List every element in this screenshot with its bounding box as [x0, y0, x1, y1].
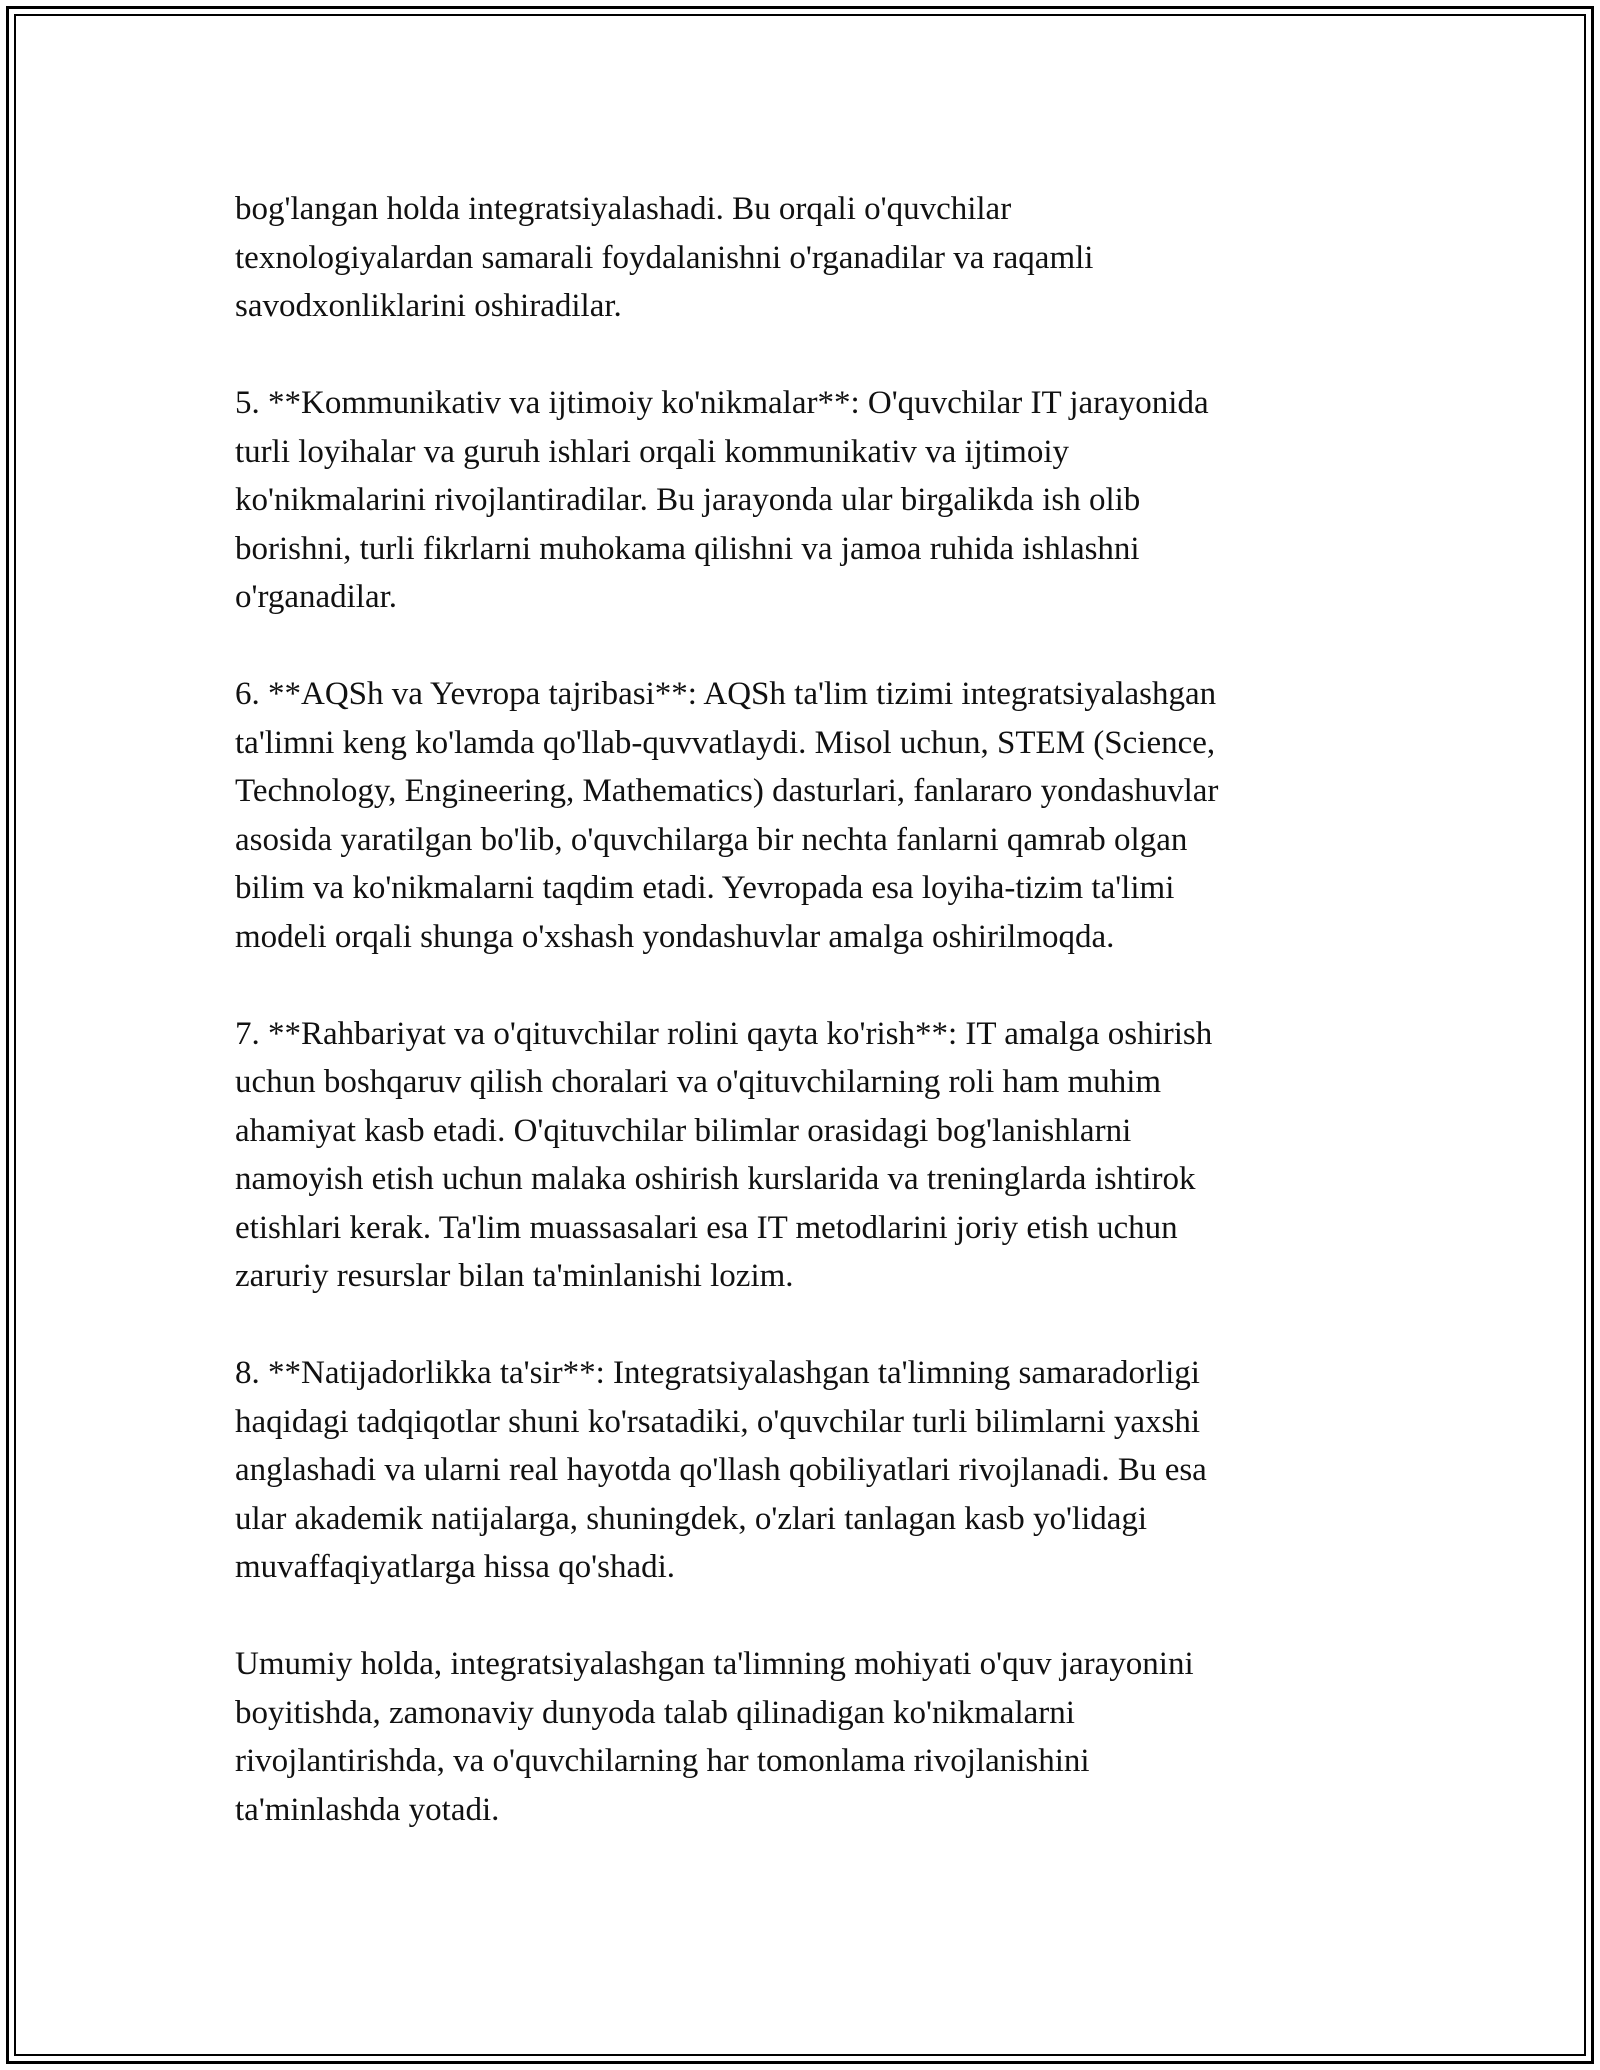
paragraph-continuation: bog'langan holda integratsiyalashadi. Bu orqali o'quvchilar texnologiyalardan samarali foydalanishni o'rganadilar va raqamli savodxonliklarini oshiradilar.: [235, 191, 1094, 324]
paragraph-item-5: 5. **Kommunikativ va ijtimoiy ko'nikmalar**: O'quvchilar IT jarayonida turli loyihalar va guruh ishlari orqali kommunikativ va ijtimoiy ko'nikmalarini rivojlantiradilar. Bu jarayonda ular birgalikda ish olib borishni, turli fikrlarni muhokama qilishni va jamoa ruhida ishlashni o'rganadilar.: [235, 385, 1209, 615]
document-body: [235, 185, 1375, 1834]
paragraph-item-8: 8. **Natijadorlikka ta'sir**: Integratsiyalashgan ta'limning samaradorligi haqidagi tadqiqotlar shuni ko'rsatadiki, o'quvchilar turli bilimlarni yaxshi anglashadi va ularni real hayotda qo'llash qobiliyatlari rivojlanadi. Bu esa ular akademik natijalarga, shuningdek, o'zlari tanlagan kasb yo'lidagi muvaffaqiyatlarga hissa qo'shadi.: [235, 1355, 1207, 1585]
paragraph-item-7: 7. **Rahbariyat va o'qituvchilar rolini qayta ko'rish**: IT amalga oshirish uchun boshqaruv qilish choralari va o'qituvchilarning roli ham muhim ahamiyat kasb etadi. O'qituvchilar bilimlar orasidagi bog'lanishlarni namoyish etish uchun malaka oshirish kurslarida va treninglarda ishtirok etishlari kerak. Ta'lim muassasalari esa IT metodlarini joriy etish uchun zaruriy resurslar bilan ta'minlanishi lozim.: [235, 1015, 1213, 1294]
paragraph-conclusion: Umumiy holda, integratsiyalashgan ta'limning mohiyati o'quv jarayonini boyitishda, zamonaviy dunyoda talab qilinadigan ko'nikmalarni rivojlantirishda, va o'quvchilarning har tomonlama rivojlanishini ta'minlashda yotadi.: [235, 1646, 1194, 1828]
paragraph-item-6: 6. **AQSh va Yevropa tajribasi**: AQSh ta'lim tizimi integratsiyalashgan ta'limni keng ko'lamda qo'llab-quvvatlaydi. Misol uchun, STEM (Science, Technology, Engineering, Mathematics) dasturlari, fanlararo yondashuvlar asosida yaratilgan bo'lib, o'quvchilarga bir nechta fanlarni qamrab olgan bilim va ko'nikmalarni taqdim etadi. Yevropada esa loyiha-tizim ta'limi modeli orqali shunga o'xshash yondashuvlar amalga oshirilmoqda.: [235, 676, 1219, 955]
